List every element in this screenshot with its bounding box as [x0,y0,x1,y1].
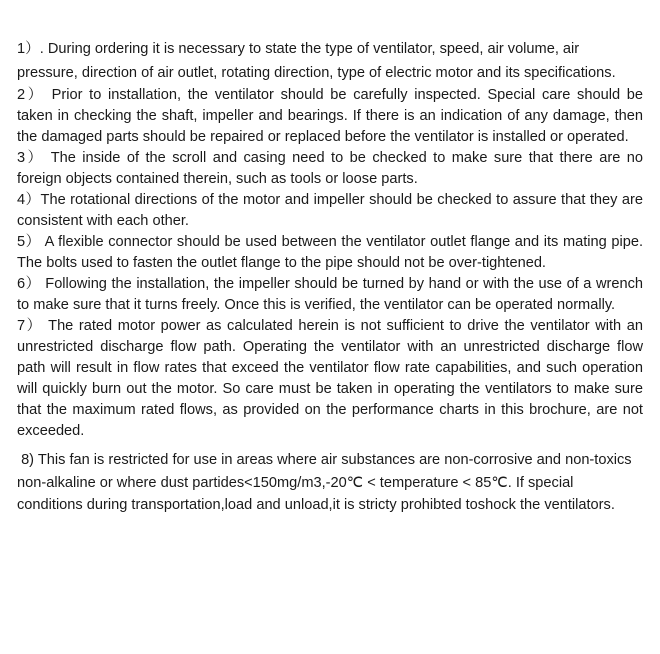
item-number: 5） [17,234,41,250]
item-text: The rated motor power as calculated herein is not sufficient to drive the ventilator with an unrestricted discharge flow path. Operating the ventilator with an unrestricted discharge flow path will result in flow rates that exceed the ventilator flow rate capabilities, and such operation will quickly burn out the motor. So care must be taken in operating the ventilators to make sure that the maximum rated flows, as provided on the performance charts in this brochure, are not exceeded. [17,318,643,439]
item-text: Prior to installation, the ventilator should be carefully inspected. Special care should be taken in checking the shaft, impeller and bearings. If there is an indication of any damage, then the damaged parts should be repaired or replaced before the ventilator is installed or operated. [17,87,643,145]
item-number: 2） [17,87,45,103]
item-number: 1）. [17,41,44,57]
item-number: 7） [17,318,43,334]
item-number: 3） [17,150,45,166]
instruction-item-7 [17,316,643,442]
instruction-item-3 [17,148,643,190]
instruction-item-8 [17,449,643,517]
instructions-document [17,38,643,517]
item-number: 4） [17,192,41,208]
item-text: This fan is restricted for use in areas where air substances are non-corrosive and non-toxics non-alkaline or where dust partides<150mg/m3,-20℃ < temperature < 85℃. If special conditions during transportation,load and unload,it is stricty prohibted toshock the ventilators. [17,452,632,513]
instruction-item-5 [17,232,643,274]
item-text: The rotational directions of the motor and impeller should be checked to assure that they are consistent with each other. [17,192,643,229]
item-text: Following the installation, the impeller should be turned by hand or with the use of a wrench to make sure that it turns freely. Once this is verified, the ventilator can be operated normally. [17,276,643,313]
instruction-item-2 [17,85,643,148]
item-text: A flexible connector should be used between the ventilator outlet flange and its mating pipe. The bolts used to fasten the outlet flange to the pipe should not be over-tightened. [17,234,644,271]
item-number: 8) [21,452,35,468]
item-number: 6） [17,276,41,292]
instruction-item-4 [17,190,643,232]
item-text: During ordering it is necessary to state the type of ventilator, speed, air volume, air pressure, direction of air outlet, rotating direction, type of electric motor and its specifications. [17,41,616,81]
instruction-item-6 [17,274,643,316]
item-text: The inside of the scroll and casing need to be checked to make sure that there are no foreign objects contained therein, such as tools or loose parts. [17,150,643,187]
instruction-item-1 [17,38,643,85]
